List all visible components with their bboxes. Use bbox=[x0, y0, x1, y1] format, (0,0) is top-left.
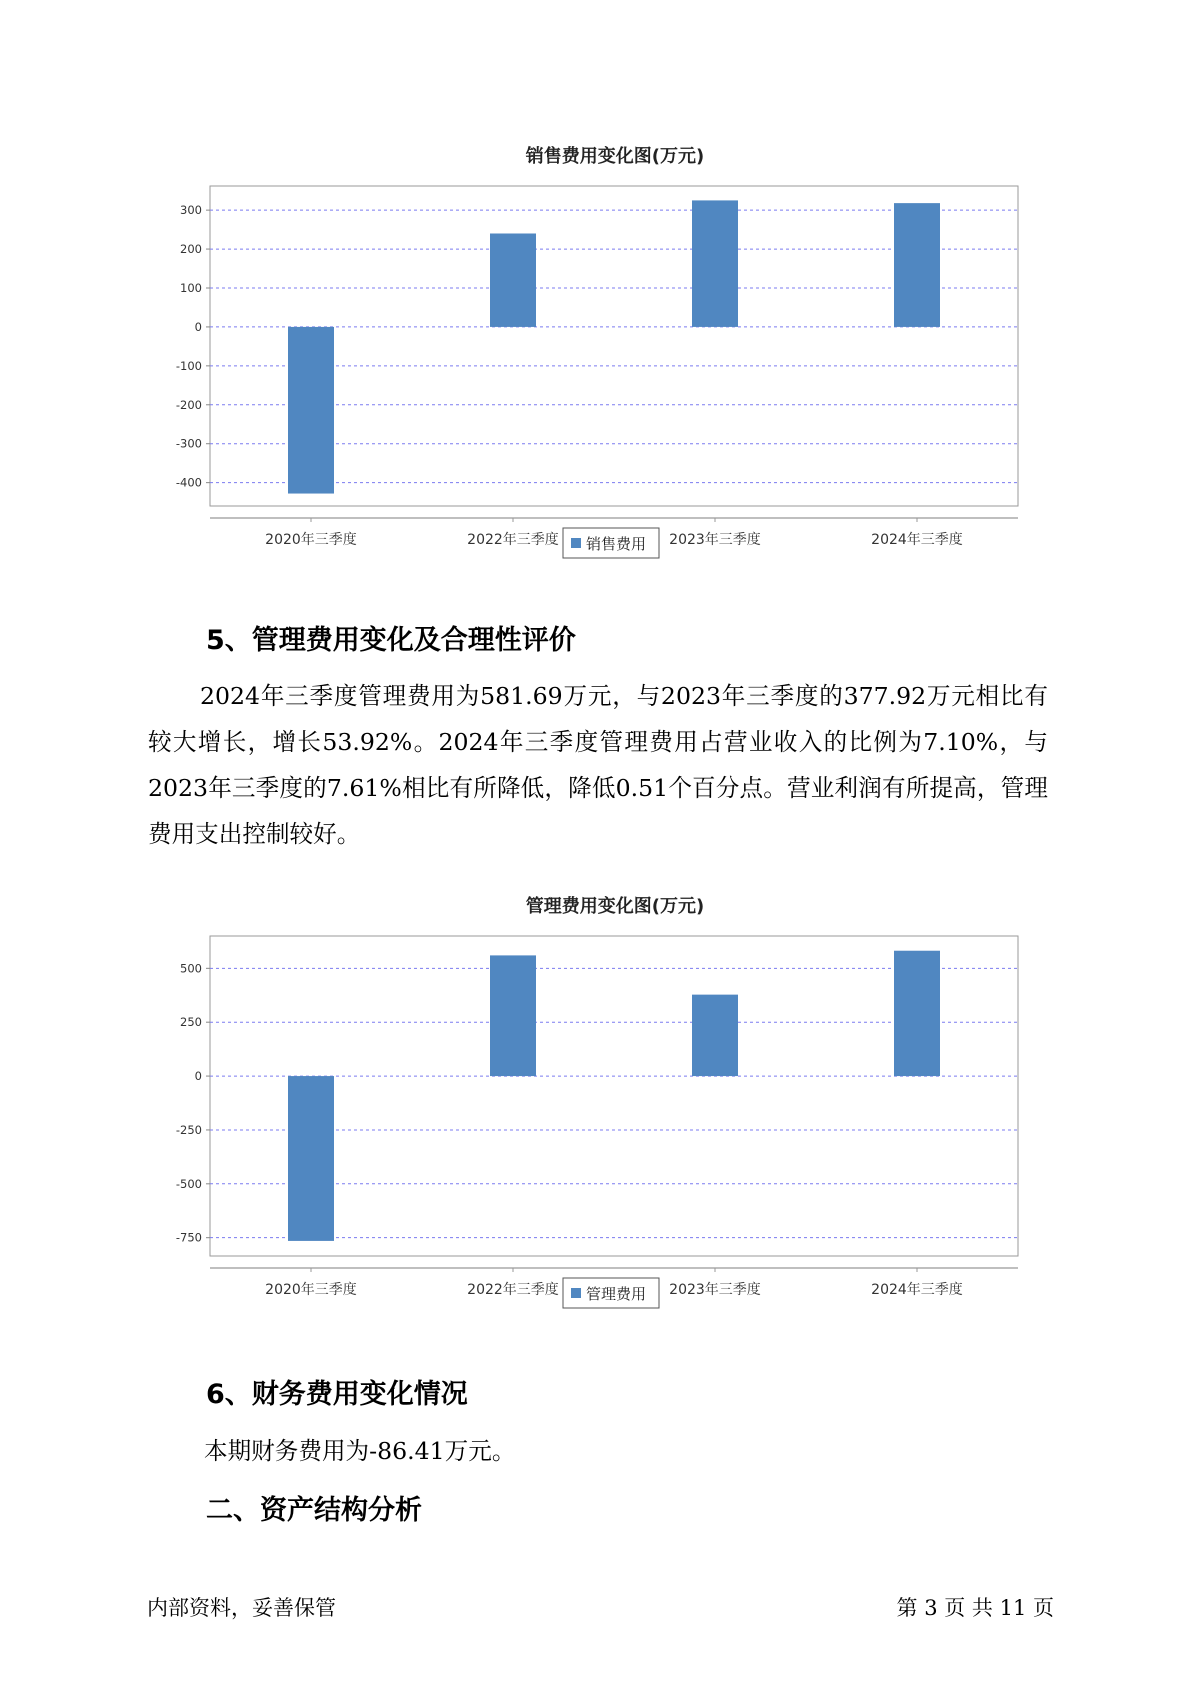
x-tick-label: 2022年三季度 bbox=[467, 532, 559, 548]
bar bbox=[288, 327, 334, 494]
part-2-heading: 二、资产结构分析 bbox=[206, 1495, 422, 1526]
bar bbox=[490, 955, 536, 1076]
x-tick-label: 2023年三季度 bbox=[669, 532, 761, 548]
bar bbox=[894, 203, 940, 327]
y-tick-label: -200 bbox=[175, 397, 202, 412]
y-tick-label: -250 bbox=[175, 1122, 202, 1137]
x-tick-label: 2022年三季度 bbox=[467, 1282, 559, 1298]
chart-title: 管理费用变化图(万元) bbox=[525, 896, 705, 917]
y-tick-label: 300 bbox=[180, 203, 202, 218]
x-tick-label: 2020年三季度 bbox=[265, 532, 357, 548]
chart-title: 销售费用变化图(万元) bbox=[525, 146, 705, 167]
section-5-paragraph: 2024年三季度管理费用为581.69万元，与2023年三季度的377.92万元相比有较大增长，增长53.92%。2024年三季度管理费用占营业收入的比例为7.10%，与2023年三季度的7.61%相比有所降低，降低0.51个百分点。营业利润有所提高，管理费用支出控制较好。 bbox=[148, 682, 1048, 848]
y-tick-label: 0 bbox=[194, 319, 202, 334]
x-tick-label: 2020年三季度 bbox=[265, 1282, 357, 1298]
y-tick-label: 0 bbox=[194, 1069, 202, 1084]
section-6-paragraph: 本期财务费用为-86.41万元。 bbox=[204, 1437, 516, 1465]
footer-page-number: 第 3 页 共 11 页 bbox=[896, 1596, 1054, 1620]
legend-swatch bbox=[571, 538, 581, 548]
legend-label: 销售费用 bbox=[586, 535, 647, 553]
y-tick-label: -500 bbox=[175, 1176, 202, 1191]
legend-label: 管理费用 bbox=[586, 1285, 647, 1303]
bar bbox=[490, 233, 536, 326]
bar bbox=[894, 951, 940, 1076]
x-tick-label: 2024年三季度 bbox=[871, 532, 963, 548]
y-tick-label: -400 bbox=[175, 475, 202, 490]
bar bbox=[692, 995, 738, 1076]
x-tick-label: 2024年三季度 bbox=[871, 1282, 963, 1298]
sales-expense-chart-svg bbox=[160, 130, 1060, 570]
y-tick-label: 100 bbox=[180, 280, 202, 295]
admin-expense-chart bbox=[160, 880, 1060, 1320]
section-6-heading: 6、财务费用变化情况 bbox=[206, 1379, 468, 1410]
bar bbox=[692, 200, 738, 327]
y-tick-label: 200 bbox=[180, 242, 202, 257]
y-tick-label: -300 bbox=[175, 436, 202, 451]
x-tick-label: 2023年三季度 bbox=[669, 1282, 761, 1298]
y-tick-label: 250 bbox=[180, 1015, 202, 1030]
section-5-heading: 5、管理费用变化及合理性评价 bbox=[206, 625, 576, 656]
y-tick-label: -750 bbox=[175, 1230, 202, 1245]
footer-confidential-note: 内部资料，妥善保管 bbox=[147, 1596, 336, 1620]
y-tick-label: -100 bbox=[175, 358, 202, 373]
bar bbox=[288, 1076, 334, 1241]
legend-swatch bbox=[571, 1288, 581, 1298]
y-tick-label: 500 bbox=[180, 961, 202, 976]
sales-expense-chart bbox=[160, 130, 1060, 570]
admin-expense-chart-svg bbox=[160, 880, 1060, 1320]
